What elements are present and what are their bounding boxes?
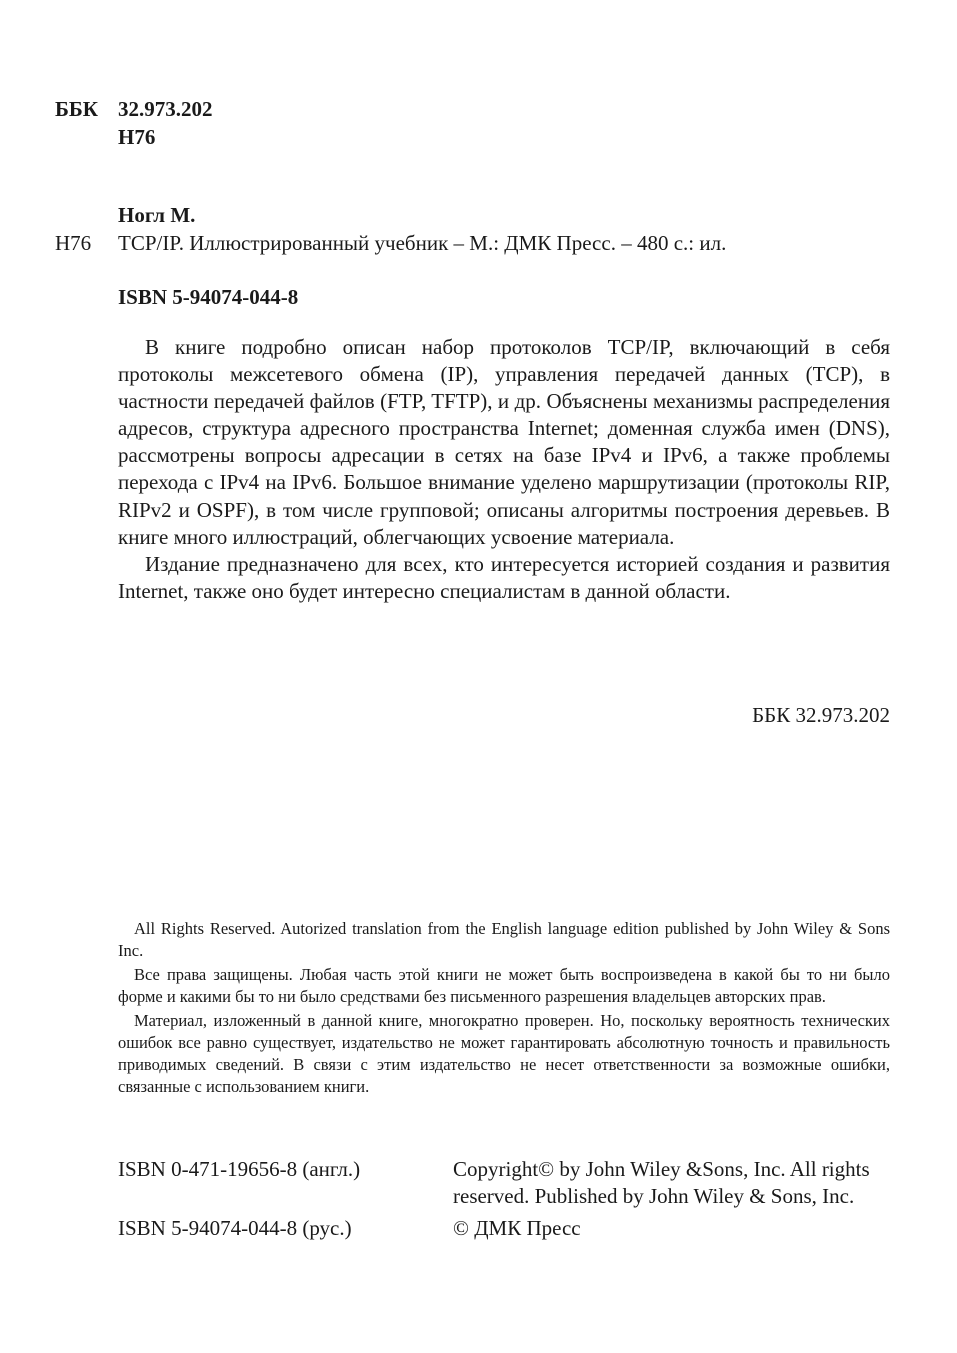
bbk-footer-code: ББК 32.973.202 bbox=[752, 703, 890, 727]
isbn-original: ISBN 0-471-19656-8 (англ.) bbox=[118, 1157, 361, 1181]
rights-paragraph: Все права защищены. Любая часть этой книги не может быть воспроизведена в какой бы то ни было форме и какими бы то ни было средствами без письменного разрешения владельцев авторских прав. bbox=[118, 965, 890, 1006]
rights-paragraph: Материал, изложенный в данной книге, многократно проверен. Но, поскольку вероятность технических ошибок все равно существует, издательство не может гарантировать абсолютную точность и правильность приводимых сведений. В связи с этим издательство не несет ответственности за возможные ошибки, связанные с использованием книги. bbox=[118, 1011, 890, 1096]
library-code: Н76 bbox=[55, 231, 92, 255]
isbn-row bbox=[118, 1215, 890, 1242]
copyright-original: Copyright© by John Wiley &Sons, Inc. All rights reserved. Published by John Wiley & Sons, Inc. bbox=[453, 1157, 870, 1208]
bbk-label: ББК bbox=[55, 97, 98, 121]
isbn-row bbox=[118, 1156, 890, 1210]
isbn-copyright-table bbox=[118, 1156, 890, 1242]
author-name: Ногл М. bbox=[118, 203, 196, 227]
isbn-main: ISBN 5-94074-044-8 bbox=[118, 285, 299, 309]
abstract-paragraph: В книге подробно описан набор протоколов TCP/IP, включающий в себя протоколы межсетевого обмена (IP), управления передачей данных (TCP), в частности передачей файлов (FTP, TFTP), и др. Объяснены механизмы распределения адресов, структура адресного пространства Internet; доменная служба имен (DNS), рассмотрены вопросы адресации в сетях на базе IPv4 и IPv6, а также проблемы перехода с IPv4 на IPv6. Большое внимание уделено маршрутизации (протоколы RIP, RIPv2 и OSPF), в том числе групповой; описаны алгоритмы построения деревьев. В книге много иллюстраций, облегчающих усвоение материала. bbox=[118, 335, 890, 549]
abstract bbox=[118, 334, 890, 605]
isbn-translation: ISBN 5-94074-044-8 (рус.) bbox=[118, 1216, 352, 1240]
book-title-line: TCP/IP. Иллюстрированный учебник – М.: ДМК Пресс. – 480 с.: ил. bbox=[118, 231, 727, 255]
rights-notice bbox=[118, 918, 890, 1100]
bbk-code: 32.973.202 bbox=[118, 97, 213, 121]
copyright-translation: © ДМК Пресс bbox=[453, 1216, 581, 1240]
rights-paragraph: All Rights Reserved. Autorized translation from the English language edition published by John Wiley & Sons Inc. bbox=[118, 919, 890, 960]
abstract-paragraph: Издание предназначено для всех, кто интересуется историей создания и развития Internet, также оно будет интересно специалистам в данной области. bbox=[118, 551, 890, 603]
author-code: Н76 bbox=[118, 125, 156, 149]
